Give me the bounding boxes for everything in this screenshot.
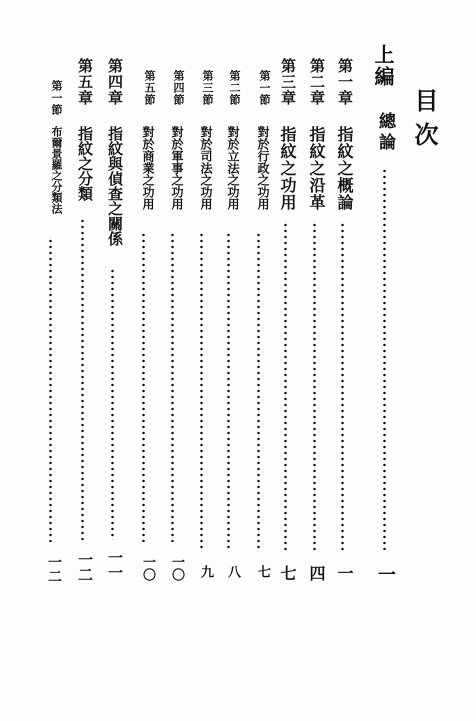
toc-entry [70,0,96,721]
toc-entry [302,0,328,721]
toc-entry-page: 一一 [106,550,124,580]
leader-dots [81,218,84,540]
toc-entry-number: 第五節 [143,70,156,106]
toc-entry-title: 指紋之概論 [335,126,354,211]
leader-dots [341,222,344,552]
toc-entry [100,0,126,721]
toc-entry [131,0,157,721]
toc-entry-number: 第三章 [279,58,297,106]
toc-entry [160,0,186,721]
toc-entry-title: 對於商業之功用 [141,126,155,210]
toc-entry-page: 一〇 [140,555,155,581]
toc-entry-number: 第一章 [336,58,354,106]
toc-title-column [410,0,442,721]
toc-entry-title: 指紋之分類 [76,126,94,201]
toc-entry-number: 第四章 [106,58,124,106]
leader-dots [49,238,52,542]
toc-entry-page: 七 [255,565,270,578]
leader-dots [313,222,316,552]
toc-entry-page: 七 [278,565,297,581]
toc-entry-page: 一 [375,565,396,583]
leader-dots [257,232,260,552]
toc-entry-page: 四 [307,565,326,581]
toc-entry-page: 八 [225,565,240,578]
toc-entry-number: 第三節 [201,70,214,106]
toc-entry-title: 對於軍事之功用 [170,126,184,210]
toc-entry-title: 指紋與偵查之關係 [106,126,124,246]
toc-entry-page: 九 [198,565,213,578]
toc-entry-title: 對於司法之功用 [199,126,213,210]
toc-entry-title: 總論 [375,112,395,154]
toc-entry-number: 第一節 [258,70,271,106]
toc-entry-number: 第二節 [228,70,241,106]
toc-entry [273,0,299,721]
toc-title: 目次 [410,88,439,156]
leader-dots [142,232,145,542]
toc-entry [216,0,242,721]
toc-entry-title: 布爾景羅之分類法 [50,126,63,214]
toc-entry [38,0,64,721]
leader-dots [171,232,174,542]
toc-entry [330,0,356,721]
toc-entry-page: 一 [335,565,354,581]
leader-dots [383,168,386,550]
toc-entry-title: 對於立法之功用 [226,126,240,210]
leader-dots [200,232,203,552]
toc-entry [189,0,215,721]
part-heading: 上編 [371,44,395,88]
toc-entry [246,0,272,721]
toc-entry-number: 第四節 [172,70,185,106]
toc-entry-page: 一二 [76,552,94,582]
leader-dots [227,232,230,552]
toc-entry-number: 第一節 [50,80,63,116]
toc-entry-page: 一〇 [169,555,184,581]
toc-entry-number: 第五章 [76,58,94,106]
toc-entry-page: 一二 [46,555,62,583]
toc-part-column [372,0,398,721]
toc-entry-title: 指紋之功用 [278,126,297,211]
leader-dots [111,268,114,540]
toc-entry-title: 對於行政之功用 [256,126,270,210]
toc-entry-title: 指紋之沿革 [307,126,326,211]
leader-dots [284,222,287,552]
toc-entry-number: 第二章 [308,58,326,106]
